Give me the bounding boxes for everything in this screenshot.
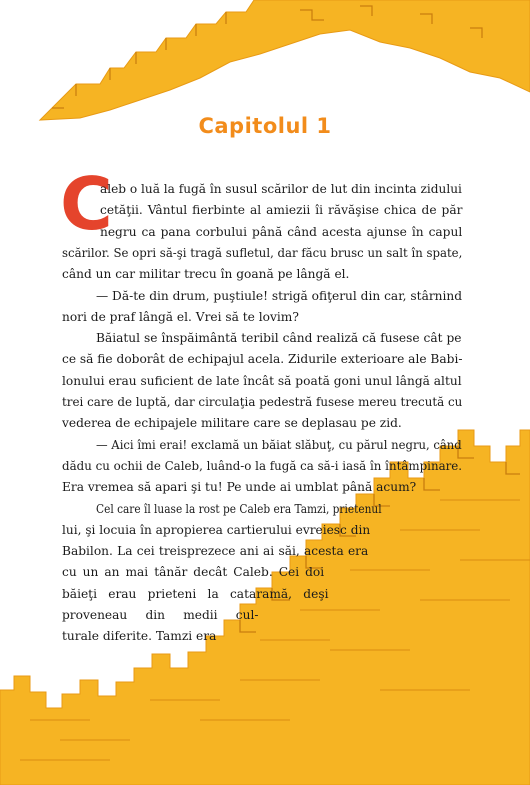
text-line: Băiatul se înspăimântă teribil când realiză că fusese cât pe [96, 331, 462, 346]
text-line: — Aici îmi erai! exclamă un băiat slăbuţ, cu părul negru, când [96, 437, 462, 452]
text-line: cetăţii. Vântul fierbinte al amiezii îi răvăşise chica de păr [100, 203, 463, 218]
text-line: Cel care îl luase la rost pe Caleb era Tamzi, prietenul [96, 501, 382, 516]
text-line: nori de praf lângă el. Vrei să te lovim? [62, 309, 299, 324]
text-line: — Dă-te din drum, puştiule! strigă ofiţerul din car, stârnind [96, 288, 463, 303]
text-line: vederea de echipajele militare care se deplasau pe zid. [62, 416, 402, 431]
text-line: lui, şi locuia în apropierea cartierului evreiesc din [62, 522, 371, 537]
text-line: dădu cu ochii de Caleb, luând-o la fugă ca să-i iasă în întâmpinare. [62, 458, 463, 473]
text-line: negru ca pana corbului până când acesta ajunse în capul [100, 224, 463, 239]
top-wall [40, 0, 530, 120]
chapter-title: Capitolul 1 [198, 114, 332, 138]
text-line: lonului erau suficient de late încât să poată goni unul lângă altul [62, 373, 462, 388]
text-line: trei care de luptă, dar circulaţia pedestră fusese mereu trecută cu [62, 395, 463, 409]
text-line: turale diferite. Tamzi era [62, 629, 217, 644]
text-line: aleb o luă la fugă în susul scărilor de lut din incinta zidului [100, 182, 462, 196]
text-line: cu un an mai tânăr decât Caleb. Cei doi [62, 565, 325, 580]
text-line: scărilor. Se opri să-şi tragă sufletul, dar făcu brusc un salt în spate, [62, 245, 463, 260]
text-line: proveneau din medii cul- [62, 608, 259, 622]
text-line: când un car militar trecu în goană pe lângă el. [62, 267, 350, 282]
text-line: Era vremea să apari şi tu! Pe unde ai umblat până acum? [62, 480, 417, 495]
text-line: ce să fie doborât de echipajul acela. Zidurile exterioare ale Babi- [62, 352, 463, 367]
drop-cap-letter: C [60, 162, 113, 246]
text-line: Babilon. La cei treisprezece ani ai săi, acesta era [62, 544, 369, 559]
text-line: băieţi erau prieteni la cataramă, deşi [62, 586, 329, 601]
